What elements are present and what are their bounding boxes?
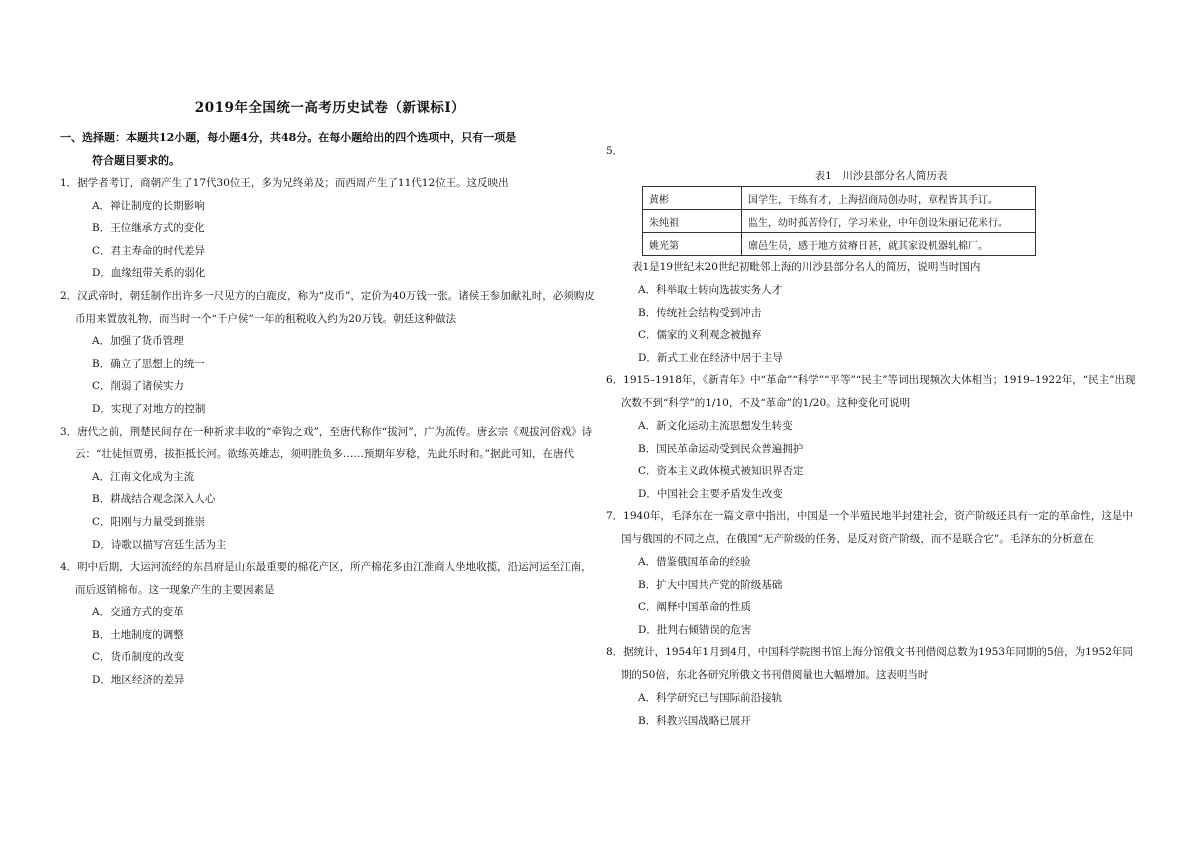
option-b: B．确立了思想上的统一: [92, 357, 205, 370]
exam-title: 2019年全国统一高考历史试卷（新课标Ⅰ）: [194, 100, 466, 116]
table-cell-desc: 监生，幼时孤苦伶仃，学习米业，中年创设朱丽记花米行。: [742, 210, 1036, 233]
table-cell-name: 姚光第: [643, 233, 742, 256]
option-c: C．资本主义政体模式被知识界否定: [638, 465, 804, 478]
option-b: B．土地制度的调整: [92, 628, 184, 641]
table-cell-name: 朱纯祖: [643, 210, 742, 233]
biography-table: [642, 186, 1036, 256]
option-a: A．交通方式的变革: [92, 606, 184, 619]
option-b: B．扩大中国共产党的阶级基础: [638, 578, 783, 591]
section-heading: [60, 126, 600, 172]
option-d: D．诗歌以描写宫廷生活为主: [92, 538, 227, 551]
question-6: [606, 369, 1138, 505]
table-row: [643, 210, 1036, 233]
question-5: [606, 142, 1138, 369]
option-d: D．批判右倾错误的危害: [638, 623, 752, 636]
option-a: A．科举取士转向选拔实务人才: [638, 284, 783, 296]
table-note: 表1是19世纪末20世纪初毗邻上海的川沙县部分名人的简历，说明当时国内: [632, 261, 981, 273]
option-b: B．王位继承方式的变化: [92, 222, 205, 235]
question-4: [60, 556, 598, 692]
option-a: A．加强了货币管理: [92, 335, 184, 348]
option-c: C．君主寿命的时代差异: [92, 244, 206, 257]
table-row: [643, 187, 1036, 210]
option-b: B．国民革命运动受到民众普遍拥护: [638, 442, 804, 455]
option-d: D．新式工业在经济中居于主导: [638, 351, 783, 364]
question-stem: 4．明中后期，大运河流经的东昌府是山东最重要的棉花产区，所产棉花多由江淮商人坐地收揽，沿运河运至江南，而后返销棉布。这一现象产生的主要因素是: [60, 561, 592, 596]
question-8: [606, 641, 1138, 732]
table-caption: 表1 川沙县部分名人简历表: [814, 170, 948, 182]
section-heading-line1: 一、选择题：本题共12小题，每小题4分，共48分。在每小题给出的四个选项中，只有一项是: [60, 131, 517, 144]
option-d: D．血缘纽带关系的弱化: [92, 267, 206, 280]
question-stem: 8．据统计，1954年1月到4月，中国科学院图书馆上海分馆俄文书刊借阅总数为1953年同期的5倍，为1952年同期的50倍，东北各研究所俄文书刊借阅量也大幅增加。这表明当时: [606, 646, 1133, 682]
option-c: C．儒家的义利观念被抛弃: [638, 329, 762, 342]
question-stem: 6．1915–1918年，《新青年》中“革命”“科学”“平等”“民主”等词出现频次大体相当；1919–1922年，“民主”出现次数不到“科学”的1/10，不及“革命”的1/20。这种变化可说明: [606, 374, 1136, 410]
option-a: A．科学研究已与国际前沿接轨: [638, 691, 783, 704]
question-stem: 1．据学者考订，商朝产生了17代30位王，多为兄终弟及；而西周产生了11代12位王。这反映出: [60, 177, 509, 189]
option-d: D．中国社会主要矛盾发生改变: [638, 487, 783, 500]
question-7: [606, 505, 1138, 641]
table-cell-name: 黄彬: [643, 187, 742, 210]
table-row: [643, 233, 1036, 256]
question-stem: 2．汉武帝时，朝廷制作出许多一尺见方的白鹿皮，称为“皮币”，定价为40万钱一张。诸侯王参加献礼时，必须购皮币用来置放礼物，而当时一个“千户侯”一年的租税收入约为20万钱。朝廷这种做法: [60, 289, 595, 325]
option-a: A．借鉴俄国革命的经验: [638, 555, 751, 568]
option-a: A．新文化运动主流思想发生转变: [638, 419, 793, 432]
question-stem: 3．唐代之前，荆楚民间存在一种祈求丰收的“牵钩之戏”，至唐代称作“拔河”，广为流传。唐玄宗《观拔河俗戏》诗云：“壮徒恒贾勇，拔拒抵长河。欲练英雄志，须明胜负多……预期年岁稔，先此乐时和。”据此可知，在唐代: [60, 425, 593, 461]
question-2: [60, 285, 598, 421]
table-cell-desc: 国学生，干练有才，上海招商局创办时，章程皆其手订。: [742, 187, 1036, 210]
option-d: D．地区经济的差异: [92, 674, 185, 687]
section-heading-line2: 符合题目要求的。: [92, 154, 180, 167]
option-b: B．耕战结合观念深入人心: [92, 493, 216, 506]
right-column: [606, 142, 1138, 732]
option-c: C．削弱了诸侯实力: [92, 380, 185, 393]
left-column: [60, 172, 598, 692]
option-a: A．江南文化成为主流: [92, 470, 195, 483]
option-b: B．传统社会结构受到冲击: [638, 306, 762, 319]
option-c: C．阳刚与力量受到推崇: [92, 515, 206, 528]
question-number: 5．: [606, 145, 624, 157]
question-stem: 7．1940年，毛泽东在一篇文章中指出，中国是一个半殖民地半封建社会，资产阶级还具有一定的革命性，这是中国与俄国的不同之点，在俄国“无产阶级的任务，是反对资产阶级，而不是联合它”。毛泽东的分析意在: [606, 510, 1133, 546]
question-3: [60, 421, 598, 557]
option-d: D．实现了对地方的控制: [92, 402, 206, 415]
option-a: A．禅让制度的长期影响: [92, 199, 205, 212]
option-c: C．货币制度的改变: [92, 651, 185, 664]
table-cell-desc: 廪邑生员，感于地方贫瘠日甚，就其家设机器轧棉厂。: [742, 233, 1036, 256]
question-1: [60, 172, 598, 285]
option-b: B．科教兴国战略已展开: [638, 714, 751, 727]
option-c: C．阐释中国革命的性质: [638, 601, 752, 614]
